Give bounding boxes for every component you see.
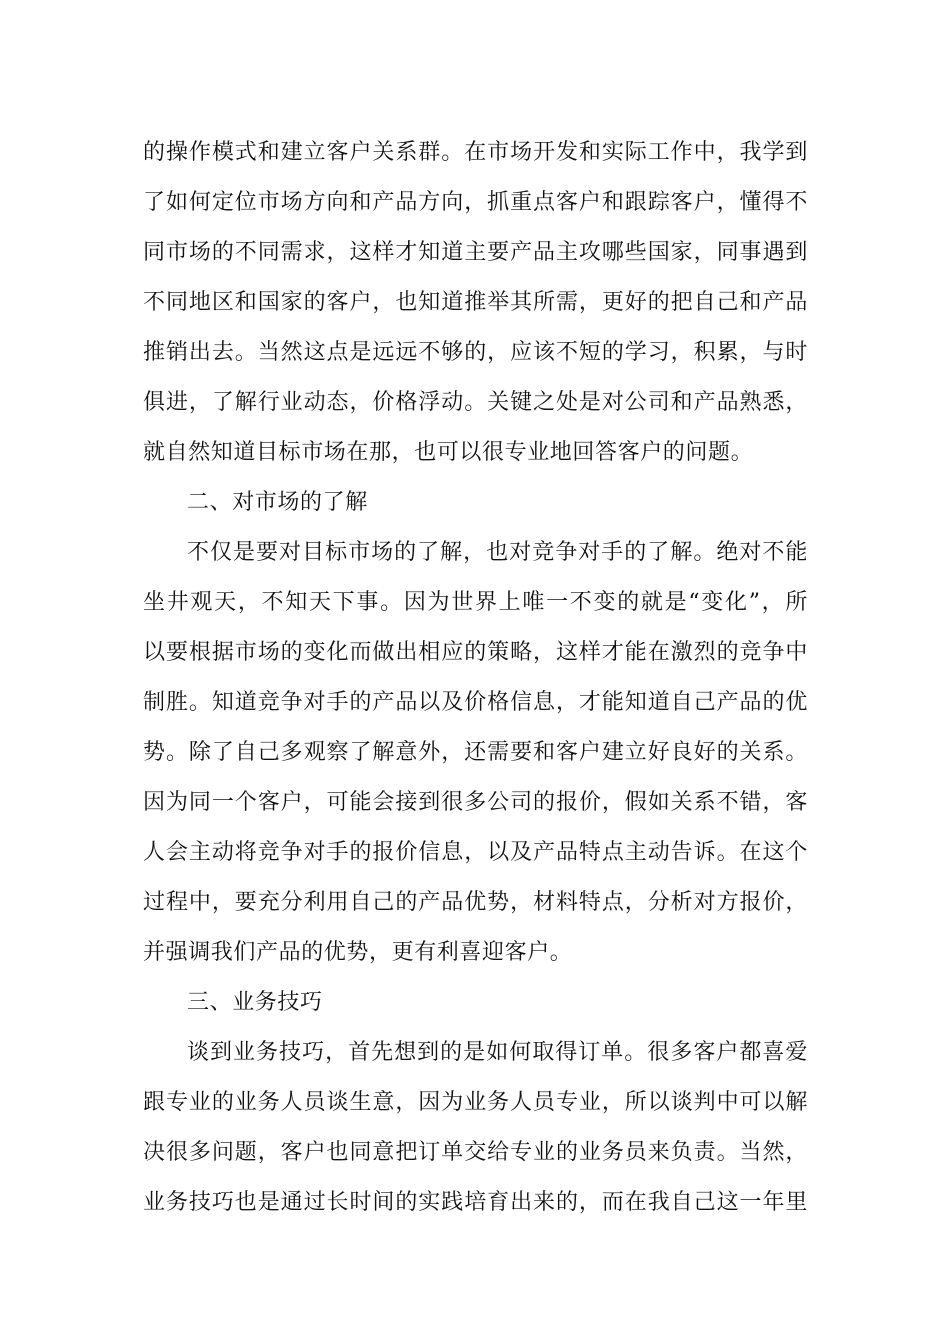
paragraph-line: 不仅是要对目标市场的了解，也对竞争对手的了解。绝对不能 [187,540,808,565]
paragraph-line: 推销出去。当然这点是远远不够的，应该不短的学习，积累，与时 [143,340,808,365]
paragraph-line: 制胜。知道竞争对手的产品以及价格信息，才能知道自己产品的优 [143,690,808,715]
document-body [143,128,808,1228]
paragraph-line: 过程中，要充分利用自己的产品优势，材料特点，分析对方报价， [143,890,808,915]
paragraph-line: 就自然知道目标市场在那，也可以很专业地回答客户的问题。 [143,440,754,465]
paragraph-line: 坐井观天，不知天下事。因为世界上唯一不变的就是“变化”，所 [143,590,808,615]
paragraph-line: 人会主动将竞争对手的报价信息，以及产品特点主动告诉。在这个 [143,840,808,865]
paragraph-line: 业务技巧也是通过长时间的实践培育出来的，而在我自己这一年里 [143,1190,808,1215]
paragraph-line: 不同地区和国家的客户，也知道推举其所需，更好的把自己和产品 [143,290,808,315]
paragraph-line: 以要根据市场的变化而做出相应的策略，这样才能在激烈的竞争中 [143,640,808,665]
section-heading: 二、对市场的了解 [187,490,368,515]
paragraph-line: 跟专业的业务人员谈生意，因为业务人员专业，所以谈判中可以解 [143,1090,808,1115]
paragraph-line: 了如何定位市场方向和产品方向，抓重点客户和跟踪客户，懂得不 [143,190,808,215]
paragraph-line: 同市场的不同需求，这样才知道主要产品主攻哪些国家，同事遇到 [143,240,808,265]
paragraph-line: 并强调我们产品的优势，更有利喜迎客户。 [143,940,573,965]
paragraph-line: 决很多问题，客户也同意把订单交给专业的业务员来负责。当然， [143,1140,808,1165]
paragraph-line: 势。除了自己多观察了解意外，还需要和客户建立好良好的关系。 [143,740,808,765]
paragraph-line: 因为同一个客户，可能会接到很多公司的报价，假如关系不错，客 [143,790,808,815]
section-heading: 三、业务技巧 [187,990,323,1015]
paragraph-line: 的操作模式和建立客户关系群。在市场开发和实际工作中，我学到 [143,140,808,165]
paragraph-line: 俱进，了解行业动态，价格浮动。关键之处是对公司和产品熟悉， [143,390,808,415]
paragraph-line: 谈到业务技巧，首先想到的是如何取得订单。很多客户都喜爱 [187,1040,808,1065]
